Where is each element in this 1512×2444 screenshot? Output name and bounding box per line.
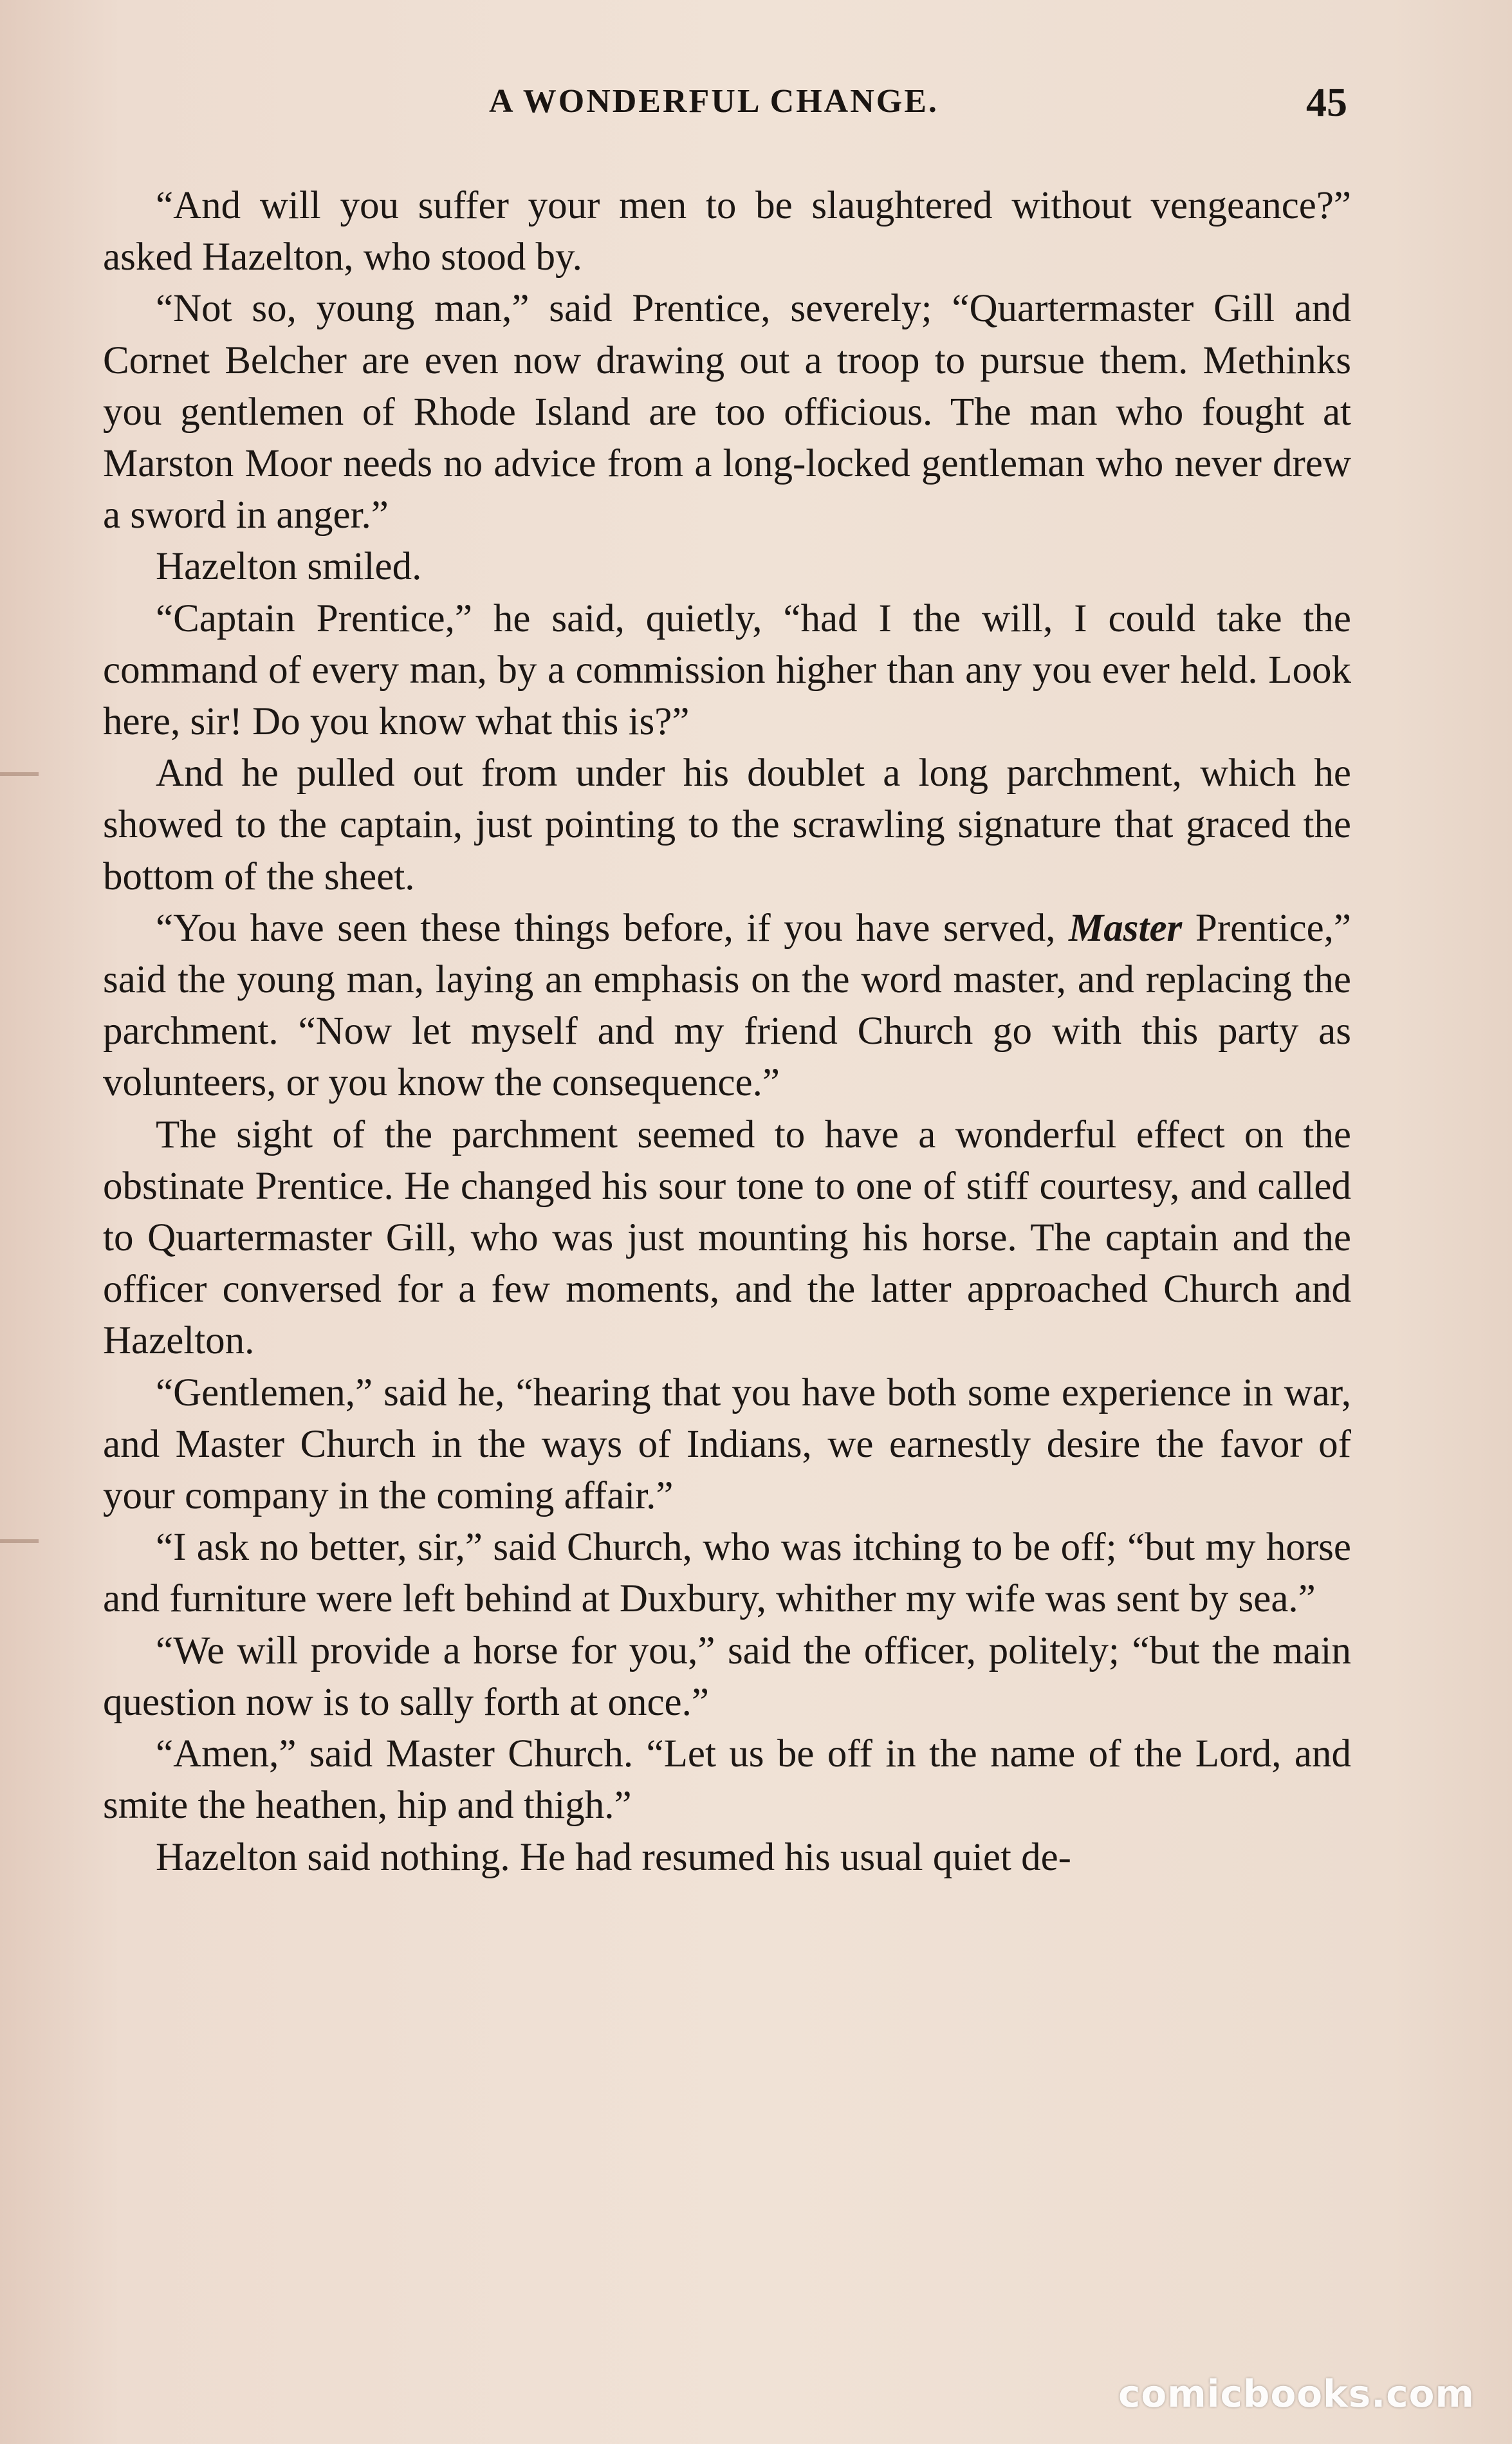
- paragraph: Hazelton smiled.: [156, 545, 422, 589]
- paragraph: And he pulled out from under his doublet a long parchment, which he showed to the captain, just pointing to the scrawling signature that graced the bottom of the sheet.: [103, 752, 1351, 898]
- paragraph: “Amen,” said Master Church. “Let us be off in the name of the Lord, and smite the heathen, hip and thigh.”: [103, 1732, 1351, 1828]
- page-number: 45: [1306, 79, 1347, 125]
- paragraph-text: Prentice,” said the young man, laying an emphasis on the word master, and replacing the parchment. “Now let myself and my friend Church go with this party as volunteers, or you know the consequence.”: [103, 906, 1352, 1105]
- page-edge-crease: [0, 772, 39, 776]
- paragraph: “We will provide a horse for you,” said the officer, politely; “but the main question now is to sally forth at once.”: [103, 1629, 1351, 1724]
- running-head: A WONDERFUL CHANGE.: [489, 83, 939, 120]
- paragraph: “Gentlemen,” said he, “hearing that you have both some experience in war, and Master Church in the ways of Indians, we earnestly desire the favor of your company in the coming affair.”: [103, 1371, 1351, 1518]
- paragraph: The sight of the parchment seemed to have a wonderful effect on the obstinate Prentice. He changed his sour tone to one of stiff courtesy, and called to Quartermaster Gill, who was just mounting his horse. The captain and the officer conversed for a few moments, and the latter approached Church and Hazelton.: [103, 1113, 1351, 1363]
- body-text: [103, 180, 1351, 1884]
- site-watermark: comicbooks.com: [1118, 2372, 1475, 2416]
- paragraph: Hazelton said nothing. He had resumed his usual quiet de-: [156, 1835, 1071, 1879]
- paragraph: “Not so, young man,” said Prentice, severely; “Quartermaster Gill and Cornet Belcher are even now drawing out a troop to pursue them. Methinks you gentlemen of Rhode Island are too officious. The man who fought at Marston Moor needs no advice from a long-locked gentleman who never drew a sword in anger.”: [103, 287, 1351, 537]
- paragraph: “And will you suffer your men to be slaughtered without vengeance?” asked Hazelton, who stood by.: [103, 184, 1351, 279]
- paragraph-text: “You have seen these things before, if you have served,: [156, 906, 1056, 950]
- paragraph: [103, 903, 1351, 1109]
- paragraph: “Captain Prentice,” he said, quietly, “had I the will, I could take the command of every man, by a commission higher than any you ever held. Look here, sir! Do you know what this is?”: [103, 597, 1351, 744]
- page-edge-crease: [0, 1539, 39, 1543]
- emphasized-word: Master: [1069, 906, 1183, 950]
- paragraph: “I ask no better, sir,” said Church, who was itching to be off; “but my horse and furniture were left behind at Duxbury, whither my wife was sent by sea.”: [103, 1526, 1351, 1621]
